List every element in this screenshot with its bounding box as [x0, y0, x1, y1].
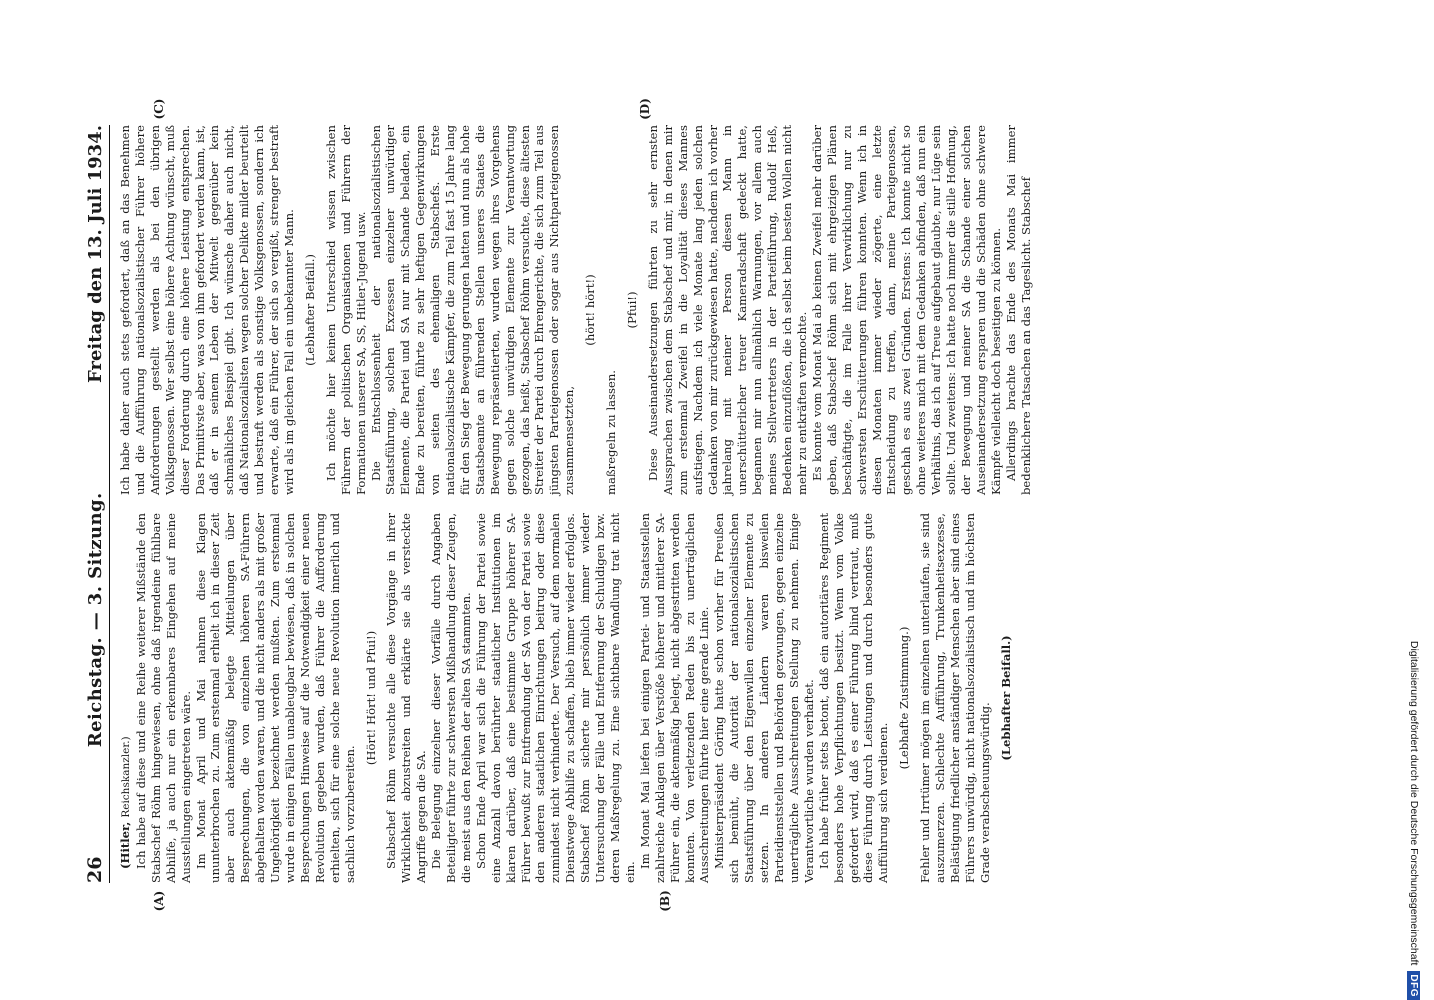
- marker-d: (D): [638, 98, 652, 120]
- credit-text: Digitalisierung gefördert durch die Deutsche Forschungsgemeinschaft: [1408, 640, 1420, 966]
- interjection: (Lebhafter Beifall.): [998, 635, 1013, 761]
- paragraph: Ministerpräsident Göring hatte schon vorher für Preußen sich bemüht, die Autorität der nationalsozialistischen Staatsführung über den Eigenwillen einzelner Elemente zu setzen. In anderen Ländern waren bisweilen Parteidienststellen und Behörden gezwungen, gegen einzelne unerträgliche Ausschreitungen Stellung zu nehmen. Einige Verantwortliche wurden verhaftet.: [712, 513, 816, 883]
- right-column: [118, 98, 1323, 495]
- speaker-role: Reichskanzler.): [120, 736, 132, 818]
- paragraph: Ich habe auf diese und eine Reihe weiterer Mißstände den Stabschef Röhm hingewiesen, ohne daß irgendeine fühlbare Abhilfe, ja auch nur ein erkennbares Eingehen auf meine Ausstellungen eingetreten wäre.: [133, 513, 193, 883]
- dfg-logo: DFG: [1408, 971, 1421, 1000]
- speaker-line: [118, 513, 134, 883]
- paragraph: Ich habe daher auch stets gefordert, daß an das Benehmen und die Aufführung nationalsozialistischer Führer höhere Anforderungen gestellt werden als bei den übrigen Volksgenossen. Wer selbst eine höhere Achtung wünscht, muß dieser Forderung durch eine höhere Leistung entsprechen. Das Primitivste aber, was von ihm gefordert werden kann, ist, daß er in seinem Leben der Mitwelt gegenüber kein schmähliches Beispiel gibt. Ich wünsche daher auch nicht, daß Nationalsozialisten wegen solcher Delikte milder beurteilt und bestraft werden als sonstige Volksgenossen, sondern ich erwarte, daß ein Führer, der sich so vergißt, strenger bestraft wird als im gleichen Fall ein unbekannter Mann.: [118, 125, 296, 495]
- page-number: 26: [84, 856, 106, 883]
- marker-b: (B): [658, 890, 672, 912]
- paragraph: Die Entschlossenheit der nationalsozialistischen Staatsführung, solchen Exzessen einzelner unwürdiger Elemente, die Partei und SA nur mit Schande beladen, ein Ende zu bereiten, führte zu sehr heftigen Gegenwirkungen von seiten des ehemaligen Stabschefs. Erste nationalsozialistische Kämpfer, die zum Teil fast 15 Jahre lang für den Sieg der Bewegung gerungen hatten und nun als hohe Staatsbeamte an führenden Stellen unseres Staates die Bewegung repräsentierten, wurden wegen ihres Vorgehens gegen solche unwürdigen Elemente zur Verantwortung gezogen, das heißt, Stabschef Röhm versuchte, diese ältesten Streiter der Partei durch Ehrengerichte, die sich zum Teil aus jüngsten Parteigenossen oder sogar aus Nichtparteigenossen zusammensetzten,: [368, 125, 577, 495]
- left-column: [118, 512, 1323, 912]
- paragraph: Es konnte vom Monat Mai ab keinen Zweifel mehr darüber geben, daß Stabschef Röhm sich mit ehrgeizigen Plänen beschäftigte, die im Falle ihrer Verwirklichung nur zu schwersten Erschütterungen führen konnten. Wenn ich in diesen Monaten immer wieder zögerte, eine letzte Entscheidung zu treffen, dann, meine Parteigenossen, geschah es aus zwei Gründen. Erstens: Ich konnte nicht so ohne weiteres mich mit dem Gedanken abfinden, daß nun ein Verhältnis, das ich auf Treue aufgebaut glaubte, nur Lüge sein sollte. Und zweitens: Ich hatte noch immer die stille Hoffnung, der Bewegung und meiner SA die Schande einer solchen Auseinandersetzung ersparen und die Schäden ohne schwere Kämpfe vielleicht doch beseitigen zu können.: [809, 125, 1003, 495]
- paragraph: Im Monat April und Mai nahmen diese Klagen ununterbrochen zu. Zum erstenmal erhielt ich in dieser Zeit aber auch aktenmäßig belegte Mitteilungen über Besprechungen, die von einzelnen höheren SA-Führern abgehalten worden waren, und die nicht anders als mit großer Ungehörigkeit bezeichnet werden mußten. Zum erstenmal wurde in einigen Fällen unableugbar bewiesen, daß in solchen Besprechungen Hinweise auf die Notwendigkeit einer neuen Revolution gegeben wurden, daß Führer die Aufforderung erhielten, sich für eine solche neue Revolution innerlich und sachlich vorzubereiten.: [193, 513, 357, 883]
- paragraph: Diese Auseinandersetzungen führten zu sehr ernsten Aussprachen zwischen dem Stabschef und mir, in denen mir zum erstenmal Zweifel in die Loyalität dieses Mannes aufstiegen. Nachdem ich viele Monate lang jeden solchen Gedanken von mir zurückgewiesen hatte, nachdem ich vorher jahrelang mit meiner Person diesen Mann in unerschütterlicher treuer Kameradschaft gedeckt hatte, begannen mir nun allmählich Warnungen, vor allem auch meines Stellvertreters in der Parteiführung, Rudolf Heß, Bedenken einzuflößen, die ich selbst beim besten Wollen nicht mehr zu entkräften vermochte.: [645, 125, 809, 495]
- paragraph: Im Monat Mai liefen bei einigen Partei- und Staatsstellen zahlreiche Anklagen über Verstöße höherer und mittlerer SA-Führer ein, die aktenmäßig belegt, nicht abgestritten werden konnten. Von verletzenden Reden bis zu unerträglichen Ausschreitungen führte hier eine gerade Linie.: [637, 513, 712, 883]
- page-title: Reichstag. — 3. Sitzung.: [85, 492, 106, 748]
- page-content: [70, 95, 1340, 917]
- paragraph: Ich habe früher stets betont, daß ein autoritäres Regiment besonders hohe Verpflichtungen besitzt. Wenn vom Volke gefordert wird, daß es einer Führung blind vertraut, muß diese Führung durch Leistungen und durch besonders gute Aufführung sich verdienen.: [816, 513, 891, 883]
- session-date: Freitag den 13. Juli 1934.: [85, 125, 106, 383]
- paragraph: Fehler und Irrtümer mögen im einzelnen unterlaufen, sie sind auszumerzen. Schlechte Aufführung, Trunkenheitsexzesse, Belästigung friedlicher anständiger Menschen aber sind eines Führers unwürdig, nicht nationalsozialistisch und im höchsten Grade verabscheuungswürdig.: [918, 513, 992, 883]
- interjection: (Pfui!): [625, 291, 639, 329]
- paragraph: Schon Ende April war sich die Führung der Partei sowie eine Anzahl davon berührter staatlicher Institutionen im klaren darüber, daß eine bestimmte Gruppe höherer SA-Führer bewußt zur Entfremdung der SA von der Partei sowie den anderen staatlichen Einrichtungen beitrug oder diese zumindest nicht verhinderte. Der Versuch, auf dem normalen Dienstwege Abhilfe zu schaffen, blieb immer wieder erfolglos. Stabschef Röhm sicherte mir persönlich immer wieder Untersuchung der Fälle und Entfernung der Schuldigen bzw. deren Maßregelung zu. Eine sichtbare Wandlung trat nicht ein.: [473, 513, 637, 883]
- paragraph: maßregeln zu lassen.: [604, 370, 619, 495]
- marker-c: (C): [152, 98, 166, 120]
- dfg-credit-strip: [1394, 0, 1434, 1000]
- interjection: (Lebhafter Beifall.): [302, 254, 317, 366]
- interjection: (Hört! Hört! und Pfui!): [363, 630, 378, 766]
- speaker-name: (Hitler,: [118, 821, 132, 869]
- text-columns: [118, 98, 1323, 912]
- marker-a: (A): [152, 890, 166, 912]
- interjection: (hört! hört!): [583, 274, 598, 346]
- paragraph: Allerdings brachte das Ende des Monats Mai immer bedenklichere Tatsachen an das Tageslicht. Stabschef: [1003, 125, 1033, 495]
- paragraph: Stabschef Röhm versuchte alle diese Vorgänge in ihrer Wirklichkeit abzustreiten und erklärte sie als versteckte Angriffe gegen die SA.: [384, 513, 429, 883]
- running-head: [84, 125, 110, 883]
- interjection: (Lebhafte Zustimmung.): [897, 626, 912, 770]
- scanned-page: [70, 95, 1340, 917]
- paragraph: Ich möchte hier keinen Unterschied wissen zwischen Führern der politischen Organisationen und Führern der Formationen unserer SA, SS, Hitler-Jugend usw.: [323, 125, 368, 495]
- paragraph: Die Belegung einzelner dieser Vorfälle durch Angaben Beteiligter führte zur schwersten Mißhandlung dieser Zeugen, die meist aus den Reihen der alten SA stammten.: [429, 512, 473, 883]
